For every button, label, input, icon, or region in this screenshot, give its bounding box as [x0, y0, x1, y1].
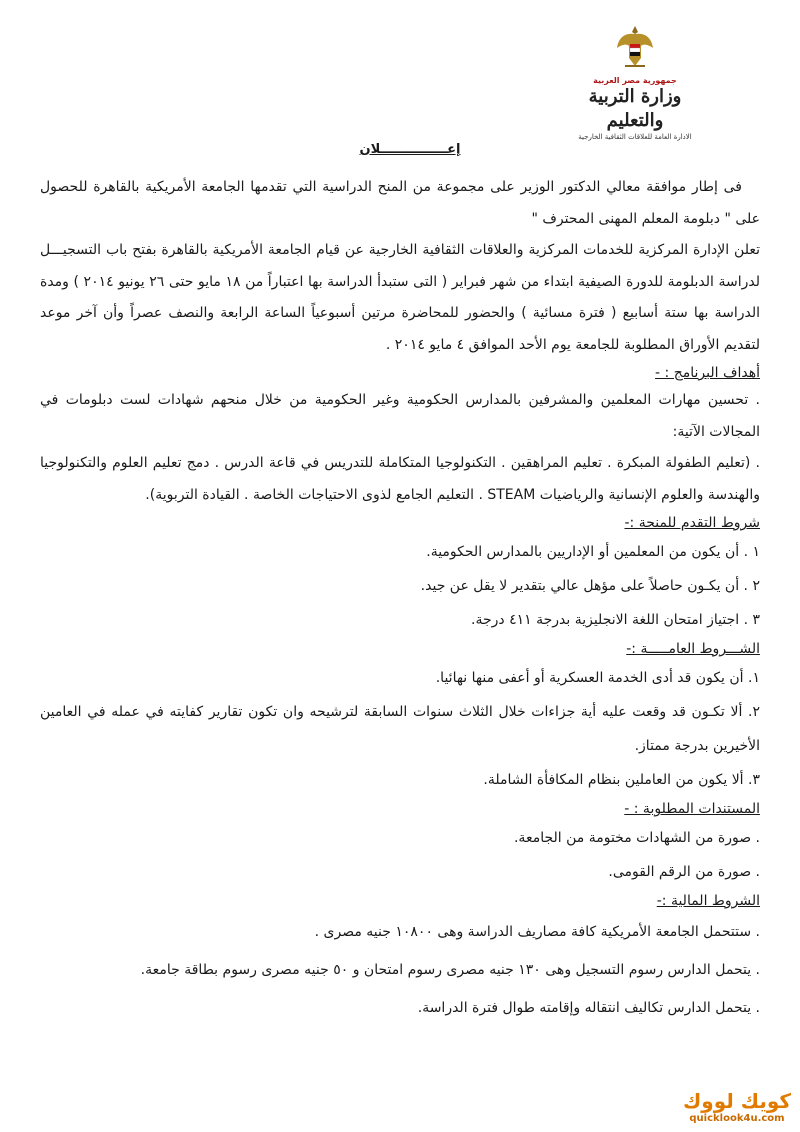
financial-heading: الشروط المالية :-: [656, 893, 760, 909]
eagle-emblem-icon: [615, 22, 655, 70]
ministry-name: وزارة التربية والتعليم: [588, 86, 682, 131]
department-name: الادارة العامة للعلاقات الثقافية الخارجية: [578, 133, 692, 141]
general-conditions-heading: الشـــروط العامـــــة :-: [626, 641, 760, 657]
announcement-paragraph: تعلن الإدارة المركزية للخدمات المركزية والعلاقات الثقافية الخارجية عن قيام الجامعة الأمريكية بالقاهرة بفتح باب التسجيـــل لدراسة الدبلومة للدورة الصيفية ابتداء من شهر فبراير ( التى ستبدأ الدراسة بها اعتباراً من ١٨ مايو حتى ٢٦ يونيو ٢٠١٤ ) ومدة الدراسة بها ستة أسابيع ( فترة مسائية ) والحضور للمحاضرة مرتين أسبوعياً الساعة الرابعة والنصف عصراً وأن آخر موعد لتقديم الأوراق المطلوبة للجامعة يوم الأحد الموافق ٤ مايو ٢٠١٤ .: [40, 242, 760, 353]
intro-paragraph: فى إطار موافقة معالي الدكتور الوزير على مجموعة من المنح الدراسية التي تقدمها الجامعة الأمريكية بالقاهرة للحصول على " دبلومة المعلم المهنى المحترف ": [40, 179, 760, 227]
financial-item: . ستتحمل الجامعة الأمريكية كافة مصاريف الدراسة وهى ١٠٨٠٠ جنيه مصرى .: [314, 924, 760, 940]
financial-item: . يتحمل الدارس رسوم التسجيل وهى ١٣٠ جنيه مصرى رسوم امتحان و ٥٠ جنيه مصرى رسوم بطاقة جامعة.: [140, 962, 760, 978]
general-conditions-item: ٢. ألا تكـون قد وقعت عليه أية جزاءات خلال الثلاث سنوات السابقة لترشيحه وان تكون تقارير كفايته في عمله في العامين الأخيرين بدرجة ممتاز.: [40, 704, 760, 754]
conditions-heading: شروط التقدم للمنحة :-: [624, 515, 760, 531]
site-watermark: [682, 1089, 792, 1124]
conditions-item: ١ . أن يكون من المعلمين أو الإداريين بالمدارس الحكومية.: [426, 544, 760, 560]
watermark-brand: كويك لووك: [682, 1089, 792, 1113]
letterhead: [560, 22, 710, 141]
goals-intro: . تحسين مهارات المعلمين والمشرفين بالمدارس الحكومية وغير الحكومية من خلال منحهم شهادات لست دبلومات في المجالات الآتية:: [40, 392, 760, 440]
documents-item: . صورة من الرقم القومى.: [608, 864, 760, 880]
documents-item: . صورة من الشهادات مختومة من الجامعة.: [513, 830, 760, 846]
general-conditions-item: ٣. ألا يكون من العاملين بنظام المكافأة الشاملة.: [483, 772, 760, 788]
documents-heading: المستندات المطلوبة : -: [624, 801, 760, 817]
financial-item: . يتحمل الدارس تكاليف انتقاله وإقامته طوال فترة الدراسة.: [417, 1000, 760, 1016]
conditions-item: ٢ . أن يكـون حاصلاً على مؤهل عالي بتقدير لا يقل عن جيد.: [420, 578, 760, 594]
document-body: [40, 172, 760, 1027]
general-conditions-item: ١. أن يكون قد أدى الخدمة العسكرية أو أعفى منها نهائيا.: [435, 670, 760, 686]
goals-heading: أهداف البرنامج : -: [655, 365, 760, 381]
watermark-url: quicklook4u.com: [689, 1113, 785, 1124]
announcement-title: إعـــــــــــــــلان: [359, 142, 461, 157]
goals-list: . (تعليم الطفولة المبكرة . تعليم المراهقين . التكنولوجيا المتكاملة للتدريس في قاعة الدرس . دمج تعليم العلوم والتكنولوجيا والهندسة والعلوم الإنسانية والرياضيات STEAM . التعليم الجامع لذوى الاحتياجات الخاصة . القيادة التربوية).: [40, 455, 760, 503]
conditions-item: ٣ . اجتياز امتحان اللغة الانجليزية بدرجة ٤١١ درجة.: [471, 612, 760, 628]
country-name: جمهورية مصر العربية: [593, 76, 677, 85]
